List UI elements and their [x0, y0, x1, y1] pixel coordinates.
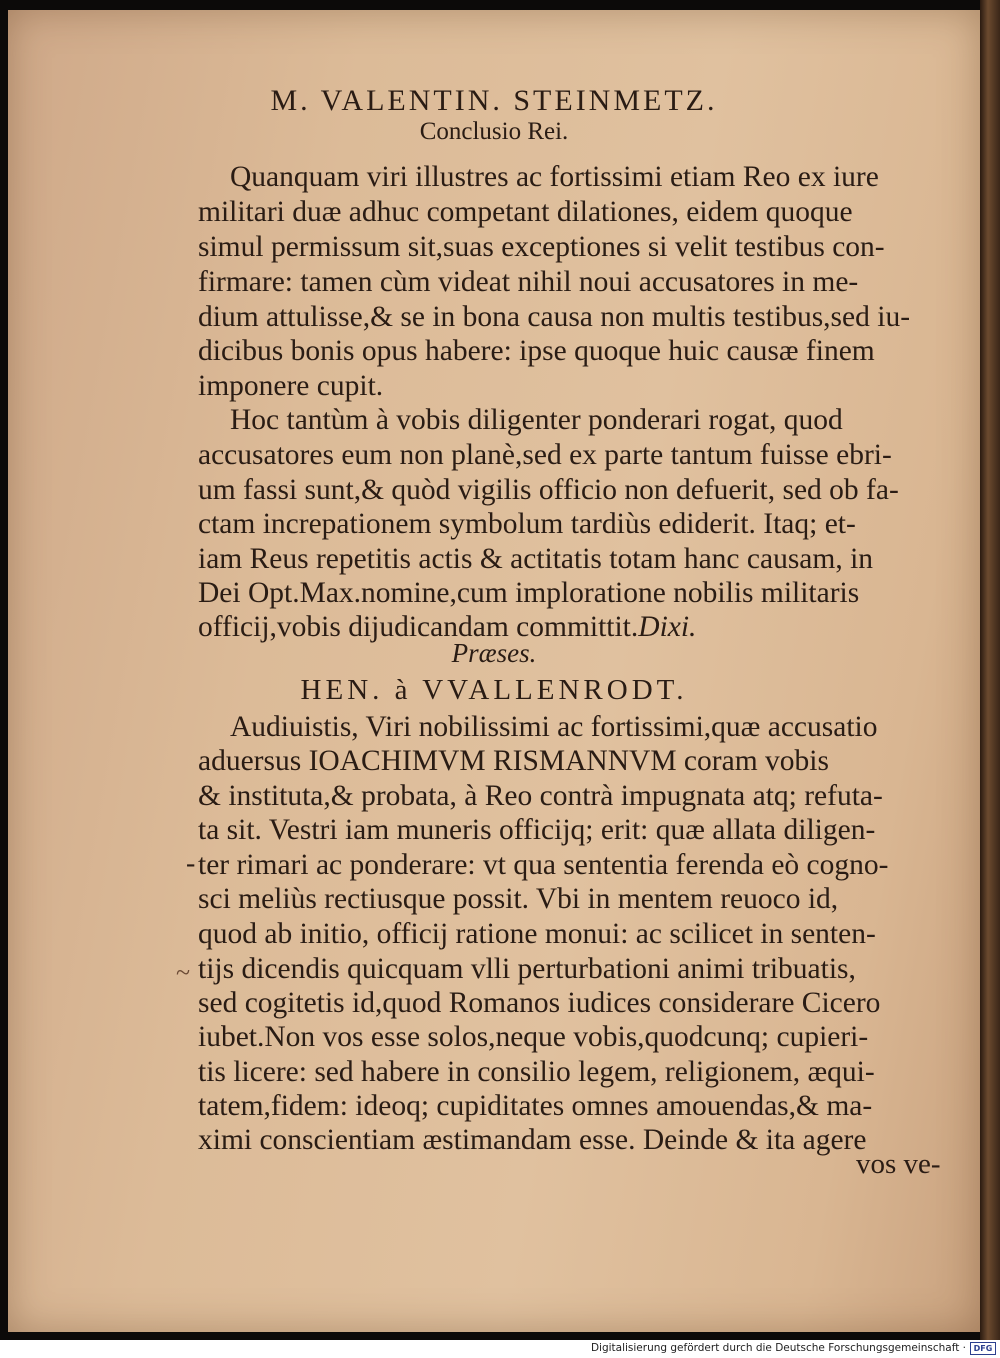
text-line: & instituta,& probata, à Reo contrà impugnata atq; refuta-: [198, 780, 883, 812]
text-line: iam Reus repetitis actis & actitatis totam hanc causam, in: [198, 543, 874, 575]
catchword: vos ve-: [856, 1148, 941, 1180]
text-line: Hoc tantùm à vobis diligenter ponderari rogat, quod: [230, 404, 843, 436]
text-line: Dei Opt.Max.nomine,cum imploratione nobilis militaris: [198, 577, 860, 609]
text-line: firmare: tamen cùm videat nihil noui accusatores in me-: [198, 266, 859, 298]
funding-notice: Digitalisierung gefördert durch die Deutsche Forschungsgemeinschaft ·: [590, 1342, 966, 1354]
dfg-logo-icon: DFG: [970, 1342, 996, 1355]
margin-mark: ~: [176, 958, 191, 987]
margin-mark: -: [186, 848, 196, 879]
text-line: Quanquam viri illustres ac fortissimi etiam Reo ex iure: [230, 161, 879, 193]
text-line: aduersus IOACHIMVM RISMANNVM coram vobis: [198, 745, 829, 777]
text-line: tijs dicendis quicquam vlli perturbationi animi tribuatis,: [198, 953, 856, 985]
text-line: um fassi sunt,& quòd vigilis officio non defuerit, sed ob fa-: [198, 474, 899, 506]
text-line: tis licere: sed habere in consilio legem, religionem, æqui-: [198, 1056, 875, 1088]
text-line: dicibus bonis opus habere: ipse quoque huic causæ finem: [198, 335, 875, 367]
text-line: Audiuistis, Viri nobilissimi ac fortissimi,quæ accusatio: [230, 711, 878, 743]
text-line: ter rimari ac ponderare: vt qua sententia ferenda eò cogno-: [198, 849, 889, 881]
book-edge: [980, 0, 1000, 1340]
text-line: quod ab initio, officij ratione monui: ac scilicet in senten-: [198, 918, 876, 950]
left-gutter: [0, 0, 8, 1340]
text-line: ximi conscientiam æstimandam esse. Deinde & ita agere: [198, 1124, 867, 1156]
text-line: militari duæ adhuc competant dilationes, eidem quoque: [198, 196, 853, 228]
text-span: officij,vobis dijudicandam committit.: [198, 611, 639, 643]
text-line: imponere cupit.: [198, 370, 384, 402]
book-page: [8, 10, 980, 1332]
running-head: M. VALENTIN. STEINMETZ.: [270, 84, 718, 117]
text-line: iubet.Non vos esse solos,neque vobis,quodcunq; cupieri-: [198, 1021, 869, 1053]
text-line: ta sit. Vestri iam muneris officijq; erit: quæ allata diligen-: [198, 814, 876, 846]
text-line: sci meliùs rectiusque possit. Vbi in mentem reuoco id,: [198, 883, 839, 915]
text-line: ctam increpationem symbolum tardiùs ediderit. Itaq; et-: [198, 508, 856, 540]
footer-bar: [560, 1340, 1000, 1358]
text-line: dium attulisse,& se in bona causa non multis testibus,sed iu-: [198, 301, 911, 333]
section-title: Conclusio Rei.: [419, 118, 569, 145]
text-line: sed cogitetis id,quod Romanos iudices considerare Cicero: [198, 987, 881, 1019]
speaker-name: HEN. à VVALLENRODT.: [300, 674, 688, 706]
speaker-role: Præses.: [451, 638, 537, 668]
text-line: tatem,fidem: ideoq; cupiditates omnes amouendas,& ma-: [198, 1090, 873, 1122]
dixi-mark: Dixi.: [638, 611, 697, 643]
text-line: simul permissum sit,suas exceptiones si velit testibus con-: [198, 231, 885, 263]
text-line: accusatores eum non planè,sed ex parte tantum fuisse ebri-: [198, 439, 892, 471]
